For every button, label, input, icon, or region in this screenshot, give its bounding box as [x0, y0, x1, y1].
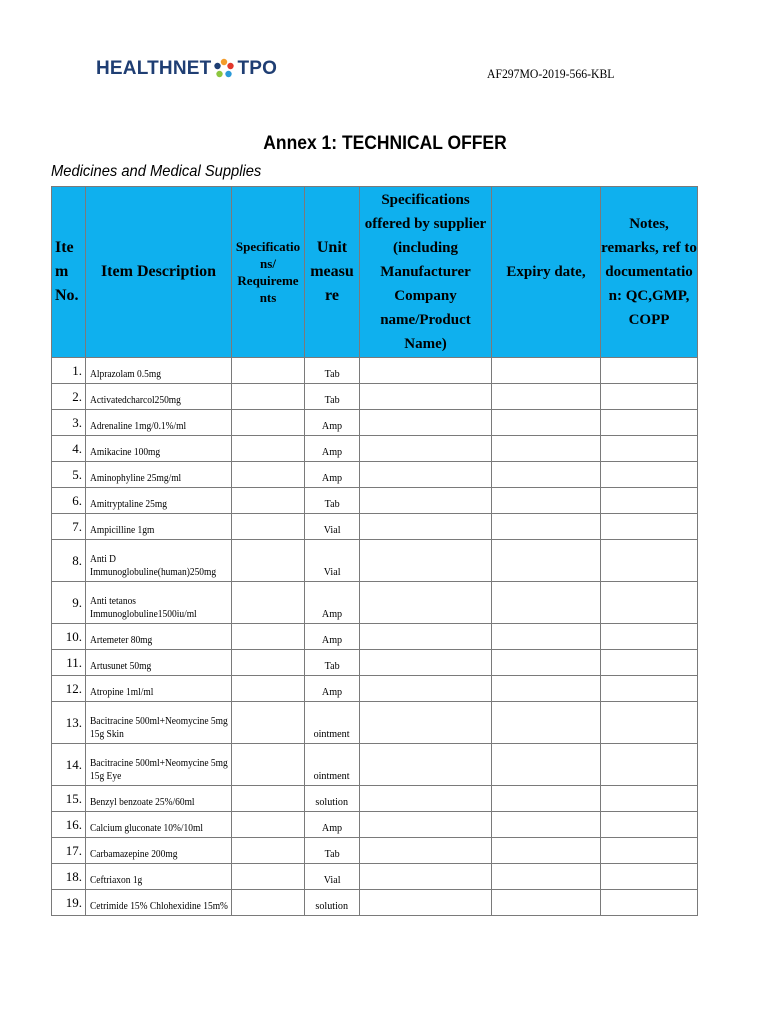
row-expiry-cell[interactable] — [492, 462, 601, 488]
row-description: Anti D Immunoglobuline(human)250mg — [86, 540, 232, 582]
row-specifications-cell[interactable] — [232, 676, 305, 702]
row-supplier-specs-cell[interactable] — [360, 514, 492, 540]
row-unit: Tab — [305, 358, 360, 384]
row-description: Amikacine 100mg — [86, 436, 232, 462]
row-notes-cell[interactable] — [601, 488, 698, 514]
row-description: Artemeter 80mg — [86, 624, 232, 650]
row-number: 15. — [52, 786, 86, 812]
row-specifications-cell[interactable] — [232, 864, 305, 890]
row-unit: Amp — [305, 410, 360, 436]
row-notes-cell[interactable] — [601, 838, 698, 864]
row-specifications-cell[interactable] — [232, 384, 305, 410]
header-item-no: Ite m No. — [52, 187, 86, 358]
row-supplier-specs-cell[interactable] — [360, 676, 492, 702]
row-supplier-specs-cell[interactable] — [360, 786, 492, 812]
header-supplier-specifications: Specifications offered by supplier (including Manufacturer Company name/Product Name) — [360, 187, 492, 358]
table-row — [52, 488, 698, 514]
table-row — [52, 540, 698, 582]
row-expiry-cell[interactable] — [492, 890, 601, 916]
row-notes-cell[interactable] — [601, 436, 698, 462]
row-supplier-specs-cell[interactable] — [360, 582, 492, 624]
row-specifications-cell[interactable] — [232, 744, 305, 786]
row-supplier-specs-cell[interactable] — [360, 650, 492, 676]
row-description: Carbamazepine 200mg — [86, 838, 232, 864]
row-expiry-cell[interactable] — [492, 838, 601, 864]
row-supplier-specs-cell[interactable] — [360, 838, 492, 864]
row-expiry-cell[interactable] — [492, 650, 601, 676]
row-notes-cell[interactable] — [601, 702, 698, 744]
row-number: 14. — [52, 744, 86, 786]
row-expiry-cell[interactable] — [492, 786, 601, 812]
row-specifications-cell[interactable] — [232, 702, 305, 744]
header-expiry-date: Expiry date, — [492, 187, 601, 358]
row-notes-cell[interactable] — [601, 514, 698, 540]
row-description: Amitryptaline 25mg — [86, 488, 232, 514]
row-notes-cell[interactable] — [601, 582, 698, 624]
row-description: Ampicilline 1gm — [86, 514, 232, 540]
table-row — [52, 864, 698, 890]
table-header-row — [52, 187, 698, 358]
row-expiry-cell[interactable] — [492, 384, 601, 410]
row-expiry-cell[interactable] — [492, 702, 601, 744]
row-description: Anti tetanos Immunoglobuline1500iu/ml — [86, 582, 232, 624]
row-number: 5. — [52, 462, 86, 488]
row-notes-cell[interactable] — [601, 864, 698, 890]
row-supplier-specs-cell[interactable] — [360, 624, 492, 650]
header-specifications: Specificatio ns/ Requireme nts — [232, 187, 305, 358]
row-unit: Vial — [305, 864, 360, 890]
row-notes-cell[interactable] — [601, 786, 698, 812]
row-unit: Amp — [305, 812, 360, 838]
row-supplier-specs-cell[interactable] — [360, 744, 492, 786]
table-row — [52, 624, 698, 650]
row-notes-cell[interactable] — [601, 624, 698, 650]
table-row — [52, 358, 698, 384]
row-supplier-specs-cell[interactable] — [360, 702, 492, 744]
row-description: Adrenaline 1mg/0.1%/ml — [86, 410, 232, 436]
row-number: 18. — [52, 864, 86, 890]
table-row — [52, 410, 698, 436]
logo-text-tpo: TPO — [237, 58, 278, 79]
row-number: 11. — [52, 650, 86, 676]
row-unit: Vial — [305, 540, 360, 582]
row-description: Bacitracine 500ml+Neomycine 5mg 15g Eye — [86, 744, 232, 786]
row-supplier-specs-cell[interactable] — [360, 488, 492, 514]
table-row — [52, 676, 698, 702]
row-unit: Tab — [305, 838, 360, 864]
row-number: 8. — [52, 540, 86, 582]
row-notes-cell[interactable] — [601, 812, 698, 838]
table-row — [52, 462, 698, 488]
row-description: Activatedcharcol250mg — [86, 384, 232, 410]
row-specifications-cell[interactable] — [232, 890, 305, 916]
row-unit: ointment — [305, 702, 360, 744]
row-number: 13. — [52, 702, 86, 744]
row-notes-cell[interactable] — [601, 410, 698, 436]
row-description: Bacitracine 500ml+Neomycine 5mg 15g Skin — [86, 702, 232, 744]
row-expiry-cell[interactable] — [492, 514, 601, 540]
header-notes: Notes, remarks, ref to documentatio n: QC,GMP, COPP — [601, 187, 698, 358]
row-specifications-cell[interactable] — [232, 358, 305, 384]
row-expiry-cell[interactable] — [492, 410, 601, 436]
row-number: 4. — [52, 436, 86, 462]
table-row — [52, 838, 698, 864]
row-number: 17. — [52, 838, 86, 864]
row-number: 12. — [52, 676, 86, 702]
row-description: Calcium gluconate 10%/10ml — [86, 812, 232, 838]
table-row — [52, 744, 698, 786]
table-row — [52, 384, 698, 410]
row-number: 10. — [52, 624, 86, 650]
row-description: Aminophyline 25mg/ml — [86, 462, 232, 488]
row-unit: Amp — [305, 582, 360, 624]
row-specifications-cell[interactable] — [232, 514, 305, 540]
row-unit: Amp — [305, 676, 360, 702]
row-specifications-cell[interactable] — [232, 650, 305, 676]
row-number: 2. — [52, 384, 86, 410]
row-notes-cell[interactable] — [601, 676, 698, 702]
row-unit: Amp — [305, 624, 360, 650]
row-notes-cell[interactable] — [601, 462, 698, 488]
row-description: Artusunet 50mg — [86, 650, 232, 676]
page-title: Annex 1: TECHNICAL OFFER — [263, 133, 507, 154]
row-number: 3. — [52, 410, 86, 436]
row-specifications-cell[interactable] — [232, 488, 305, 514]
row-expiry-cell[interactable] — [492, 676, 601, 702]
row-description: Alprazolam 0.5mg — [86, 358, 232, 384]
row-supplier-specs-cell[interactable] — [360, 384, 492, 410]
row-unit: Tab — [305, 488, 360, 514]
row-expiry-cell[interactable] — [492, 624, 601, 650]
row-expiry-cell[interactable] — [492, 864, 601, 890]
table-row — [52, 514, 698, 540]
row-specifications-cell[interactable] — [232, 436, 305, 462]
header-unit-measure: Unit measu re — [305, 187, 360, 358]
row-specifications-cell[interactable] — [232, 812, 305, 838]
row-number: 16. — [52, 812, 86, 838]
document-reference: AF297MO-2019-566-KBL — [487, 66, 615, 81]
header-item-description: Item Description — [86, 187, 232, 358]
row-notes-cell[interactable] — [601, 358, 698, 384]
row-unit: Amp — [305, 462, 360, 488]
row-supplier-specs-cell[interactable] — [360, 864, 492, 890]
row-expiry-cell[interactable] — [492, 582, 601, 624]
row-supplier-specs-cell[interactable] — [360, 812, 492, 838]
row-notes-cell[interactable] — [601, 650, 698, 676]
row-unit: Tab — [305, 650, 360, 676]
row-number: 6. — [52, 488, 86, 514]
row-description: Atropine 1ml/ml — [86, 676, 232, 702]
row-description: Cetrimide 15% Chlohexidine 15m% — [86, 890, 232, 916]
table-row — [52, 890, 698, 916]
section-subtitle: Medicines and Medical Supplies — [51, 163, 262, 180]
row-unit: Vial — [305, 514, 360, 540]
row-specifications-cell[interactable] — [232, 540, 305, 582]
row-description: Ceftriaxon 1g — [86, 864, 232, 890]
row-supplier-specs-cell[interactable] — [360, 358, 492, 384]
row-expiry-cell[interactable] — [492, 436, 601, 462]
row-expiry-cell[interactable] — [492, 540, 601, 582]
row-specifications-cell[interactable] — [232, 624, 305, 650]
row-notes-cell[interactable] — [601, 540, 698, 582]
table-row — [52, 786, 698, 812]
row-unit: Tab — [305, 384, 360, 410]
row-expiry-cell[interactable] — [492, 488, 601, 514]
row-number: 19. — [52, 890, 86, 916]
row-number: 7. — [52, 514, 86, 540]
row-unit: solution — [305, 890, 360, 916]
row-specifications-cell[interactable] — [232, 786, 305, 812]
row-number: 9. — [52, 582, 86, 624]
row-expiry-cell[interactable] — [492, 812, 601, 838]
row-expiry-cell[interactable] — [492, 358, 601, 384]
row-expiry-cell[interactable] — [492, 744, 601, 786]
technical-offer-table — [51, 186, 698, 916]
row-supplier-specs-cell[interactable] — [360, 436, 492, 462]
row-supplier-specs-cell[interactable] — [360, 462, 492, 488]
row-supplier-specs-cell[interactable] — [360, 540, 492, 582]
logo-flower-icon — [212, 57, 236, 81]
table-row — [52, 582, 698, 624]
row-notes-cell[interactable] — [601, 890, 698, 916]
table-row — [52, 650, 698, 676]
table-row — [52, 436, 698, 462]
table-row — [52, 812, 698, 838]
row-unit: ointment — [305, 744, 360, 786]
row-notes-cell[interactable] — [601, 384, 698, 410]
row-specifications-cell[interactable] — [232, 838, 305, 864]
row-notes-cell[interactable] — [601, 744, 698, 786]
row-number: 1. — [52, 358, 86, 384]
row-unit: solution — [305, 786, 360, 812]
row-supplier-specs-cell[interactable] — [360, 410, 492, 436]
row-specifications-cell[interactable] — [232, 462, 305, 488]
row-specifications-cell[interactable] — [232, 410, 305, 436]
row-specifications-cell[interactable] — [232, 582, 305, 624]
row-description: Benzyl benzoate 25%/60ml — [86, 786, 232, 812]
healthnet-tpo-logo — [96, 55, 277, 83]
logo-text-healthnet: HEALTHNET — [96, 58, 212, 79]
table-row — [52, 702, 698, 744]
row-supplier-specs-cell[interactable] — [360, 890, 492, 916]
row-unit: Amp — [305, 436, 360, 462]
